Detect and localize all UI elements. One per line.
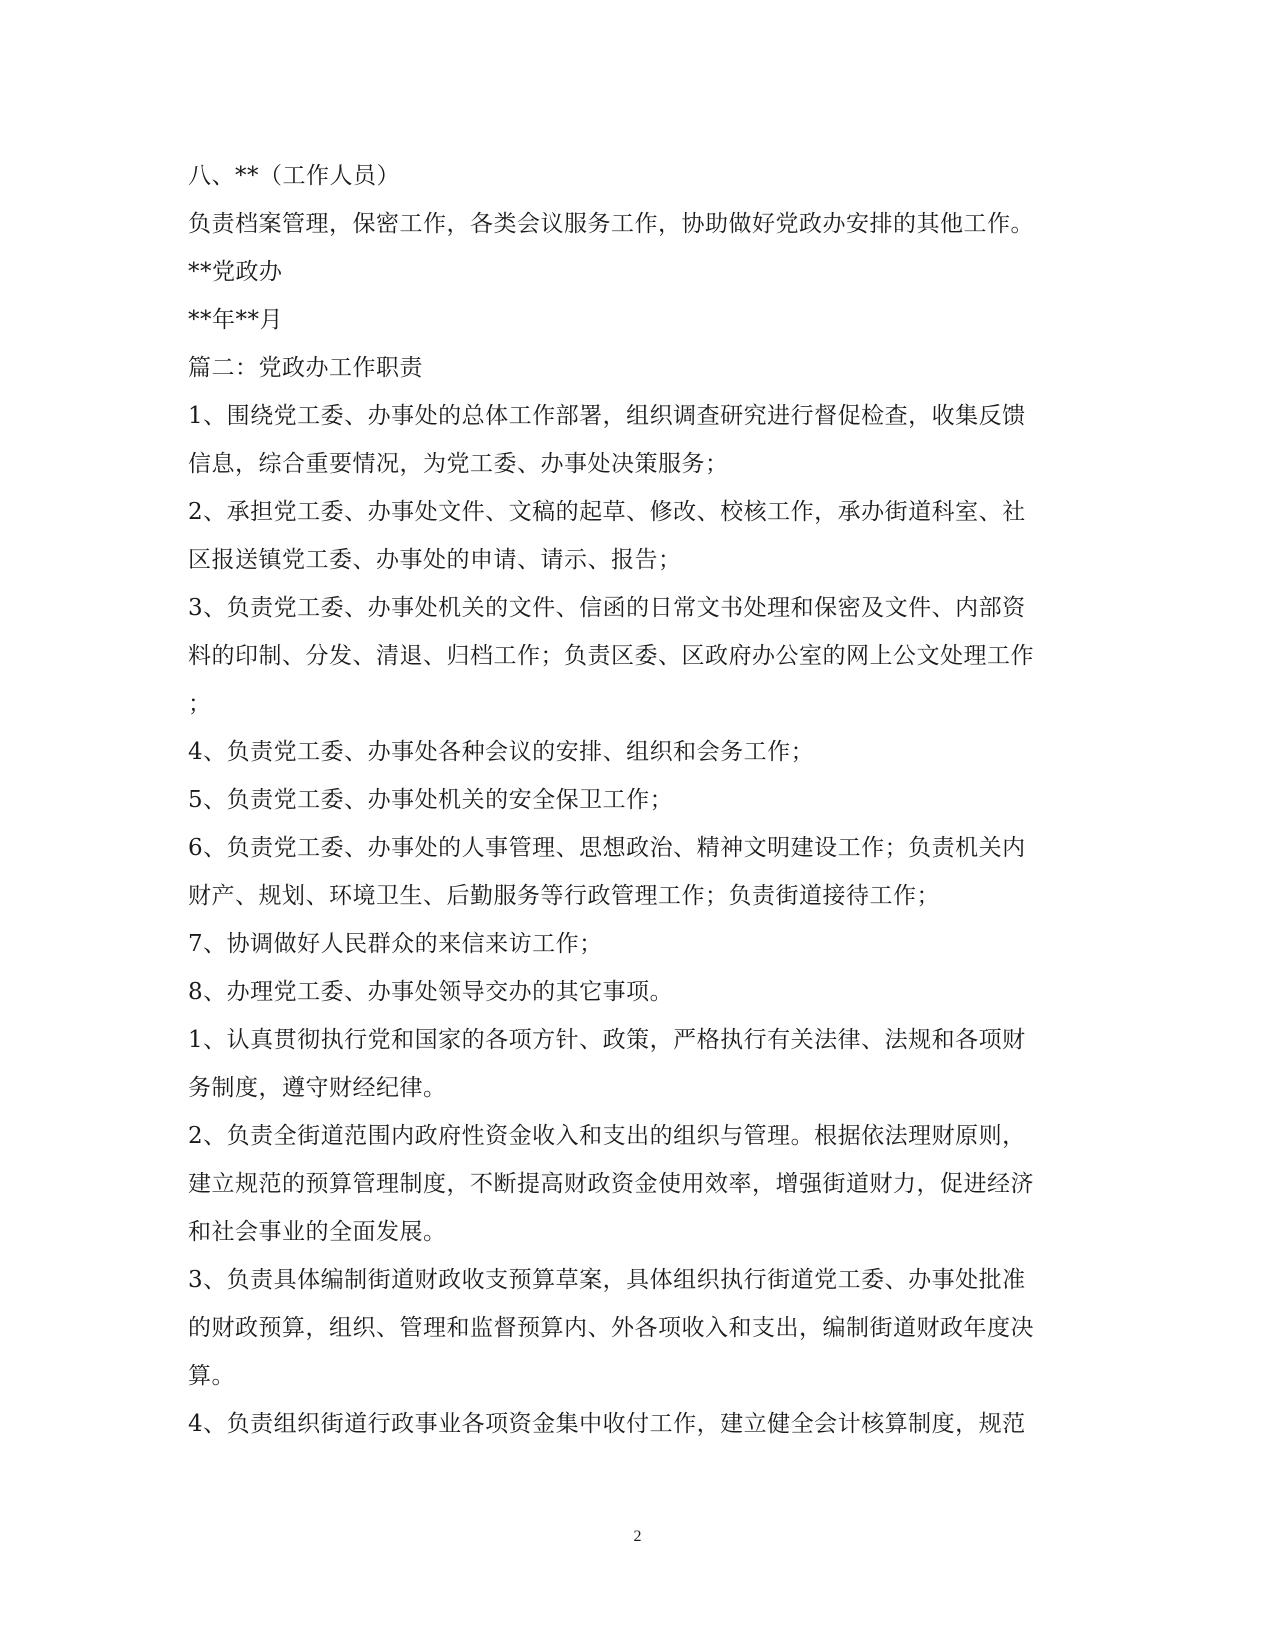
text-line: 八、**（工作人员） — [188, 163, 400, 189]
text-line: 3、负责具体编制街道财政收支预算草案，具体组织执行街道党工委、办事处批准 — [188, 1267, 1026, 1293]
text-line: 3、负责党工委、办事处机关的文件、信函的日常文书处理和保密及文件、内部资 — [188, 595, 1026, 621]
text-line: 务制度，遵守财经纪律。 — [188, 1075, 447, 1101]
text-line: 区报送镇党工委、办事处的申请、请示、报告； — [188, 547, 682, 573]
text-line: **年**月 — [188, 307, 283, 333]
text-line: 建立规范的预算管理制度，不断提高财政资金使用效率，增强街道财力，促进经济 — [188, 1171, 1034, 1197]
text-line: 8、办理党工委、办事处领导交办的其它事项。 — [188, 979, 674, 1005]
page-number: 2 — [633, 1528, 642, 1545]
text-line: 料的印制、分发、清退、归档工作；负责区委、区政府办公室的网上公文处理工作 — [188, 643, 1034, 669]
text-line: 信息，综合重要情况，为党工委、办事处决策服务； — [188, 451, 729, 477]
text-line: 7、协调做好人民群众的来信来访工作； — [188, 931, 603, 957]
text-line: ； — [188, 691, 212, 717]
text-line: 的财政预算，组织、管理和监督预算内、外各项收入和支出，编制街道财政年度决 — [188, 1315, 1034, 1341]
text-line: 5、负责党工委、办事处机关的安全保卫工作； — [188, 787, 674, 813]
text-line: 2、负责全街道范围内政府性资金收入和支出的组织与管理。根据依法理财原则， — [188, 1123, 1026, 1149]
text-line: 1、围绕党工委、办事处的总体工作部署，组织调查研究进行督促检查，收集反馈 — [188, 403, 1026, 429]
text-line: 负责档案管理，保密工作，各类会议服务工作，协助做好党政办安排的其他工作。 — [188, 211, 1034, 237]
document-body — [188, 152, 1088, 1448]
text-line: **党政办 — [188, 259, 283, 285]
text-line: 和社会事业的全面发展。 — [188, 1219, 447, 1245]
text-line: 4、负责党工委、办事处各种会议的安排、组织和会务工作； — [188, 739, 815, 765]
text-line: 财产、规划、环境卫生、后勤服务等行政管理工作；负责街道接待工作； — [188, 883, 940, 909]
section-heading: 篇二：党政办工作职责 — [188, 355, 423, 381]
text-line: 4、负责组织街道行政事业各项资金集中收付工作，建立健全会计核算制度，规范 — [188, 1411, 1026, 1437]
text-line: 算。 — [188, 1363, 235, 1389]
text-line: 1、认真贯彻执行党和国家的各项方针、政策，严格执行有关法律、法规和各项财 — [188, 1027, 1026, 1053]
text-line: 2、承担党工委、办事处文件、文稿的起草、修改、校核工作，承办街道科室、社 — [188, 499, 1026, 525]
text-line: 6、负责党工委、办事处的人事管理、思想政治、精神文明建设工作；负责机关内 — [188, 835, 1026, 861]
